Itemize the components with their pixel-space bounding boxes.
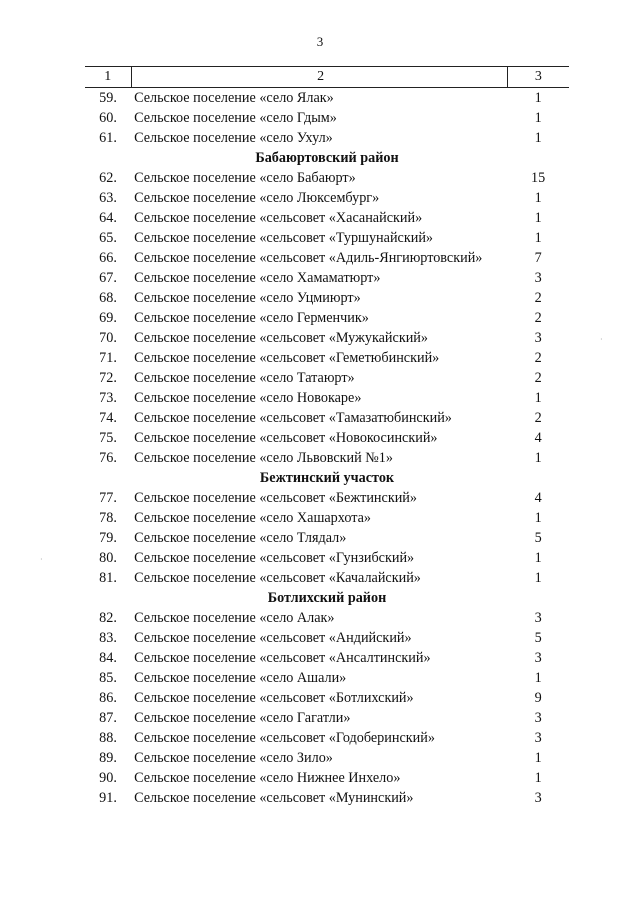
table-row <box>85 228 569 248</box>
row-name: Сельское поселение «село Герменчик» <box>134 310 369 326</box>
row-number: 76. <box>99 450 117 466</box>
row-number: 91. <box>99 790 117 806</box>
row-count: 1 <box>534 770 542 786</box>
table-row <box>85 208 569 228</box>
row-name: Сельское поселение «сельсовет «Гунзибский» <box>134 550 415 566</box>
table-row <box>85 348 569 368</box>
row-name: Сельское поселение «село Ашали» <box>134 670 347 686</box>
table-row <box>85 768 569 788</box>
row-number: 84. <box>99 650 117 666</box>
row-count: 5 <box>534 530 542 546</box>
row-number: 88. <box>99 730 117 746</box>
table-row <box>85 688 569 708</box>
table-row <box>85 128 569 148</box>
row-count: 1 <box>534 190 542 206</box>
table-row <box>85 708 569 728</box>
table-row <box>85 668 569 688</box>
table-row <box>85 528 569 548</box>
row-count: 1 <box>534 90 542 106</box>
row-name: Сельское поселение «село Гдым» <box>134 110 337 126</box>
row-number: 68. <box>99 290 117 306</box>
row-number: 81. <box>99 570 117 586</box>
row-number: 70. <box>99 330 117 346</box>
scan-mark: · <box>600 335 603 344</box>
table-row <box>85 568 569 588</box>
row-name: Сельское поселение «село Хашархота» <box>134 510 372 526</box>
row-name: Сельское поселение «сельсовет «Качалайский» <box>134 570 421 586</box>
row-name: Сельское поселение «село Татаюрт» <box>134 370 355 386</box>
row-count: 1 <box>534 670 542 686</box>
table-body <box>85 88 569 809</box>
table-row <box>85 308 569 328</box>
row-number: 86. <box>99 690 117 706</box>
table-row <box>85 288 569 308</box>
row-name: Сельское поселение «сельсовет «Андийский» <box>134 630 412 646</box>
row-name: Сельское поселение «сельсовет «Хасанайский» <box>134 210 423 226</box>
row-number: 65. <box>99 230 117 246</box>
row-name: Сельское поселение «село Нижнее Инхело» <box>134 770 401 786</box>
table-row <box>85 388 569 408</box>
row-name: Сельское поселение «сельсовет «Ботлихский» <box>134 690 414 706</box>
row-count: 2 <box>534 290 542 306</box>
row-number: 83. <box>99 630 117 646</box>
table-row <box>85 108 569 128</box>
row-number: 79. <box>99 530 117 546</box>
row-count: 2 <box>534 350 542 366</box>
row-number: 71. <box>99 350 117 366</box>
table-row <box>85 728 569 748</box>
row-name: Сельское поселение «село Бабаюрт» <box>134 170 356 186</box>
row-count: 1 <box>534 570 542 586</box>
row-name: Сельское поселение «сельсовет «Адиль-Янгиюртовский» <box>134 250 483 266</box>
row-count: 1 <box>534 110 542 126</box>
settlements-table <box>85 66 569 808</box>
row-name: Сельское поселение «сельсовет «Ансалтинский» <box>134 650 431 666</box>
row-name: Сельское поселение «сельсовет «Бежтинский» <box>134 490 417 506</box>
row-count: 1 <box>534 390 542 406</box>
page-number: 3 <box>316 34 324 49</box>
row-number: 77. <box>99 490 117 506</box>
table-header <box>85 67 569 88</box>
table-row <box>85 508 569 528</box>
row-number: 74. <box>99 410 117 426</box>
row-count: 3 <box>534 730 542 746</box>
table-row <box>85 328 569 348</box>
row-count: 1 <box>534 510 542 526</box>
table-row <box>85 88 569 109</box>
row-count: 2 <box>534 370 542 386</box>
header-col-1: 1 <box>85 67 131 88</box>
row-count: 3 <box>534 650 542 666</box>
row-count: 9 <box>534 690 542 706</box>
row-count: 3 <box>534 710 542 726</box>
section-row <box>85 588 569 608</box>
row-count: 4 <box>534 430 542 446</box>
row-number: 75. <box>99 430 117 446</box>
row-number: 64. <box>99 210 117 226</box>
header-col-3: 3 <box>507 67 569 88</box>
row-count: 3 <box>534 610 542 626</box>
row-name: Сельское поселение «село Уцмиюрт» <box>134 290 361 306</box>
row-count: 1 <box>534 210 542 226</box>
row-name: Сельское поселение «село Хамаматюрт» <box>134 270 381 286</box>
table-row <box>85 788 569 808</box>
scan-mark: · <box>40 555 43 564</box>
row-number: 89. <box>99 750 117 766</box>
row-name: Сельское поселение «сельсовет «Новокосинский» <box>134 430 438 446</box>
table-row <box>85 428 569 448</box>
row-number: 62. <box>99 170 117 186</box>
row-number: 82. <box>99 610 117 626</box>
row-name: Сельское поселение «село Ухул» <box>134 130 333 146</box>
row-name: Сельское поселение «село Алак» <box>134 610 335 626</box>
row-count: 2 <box>534 410 542 426</box>
row-name: Сельское поселение «сельсовет «Туршунайский» <box>134 230 434 246</box>
row-name: Сельское поселение «село Ялак» <box>134 90 334 106</box>
row-count: 1 <box>534 550 542 566</box>
row-count: 1 <box>534 230 542 246</box>
row-count: 1 <box>534 450 542 466</box>
row-count: 3 <box>534 330 542 346</box>
row-name: Сельское поселение «сельсовет «Тамазатюбинский» <box>134 410 452 426</box>
table-row <box>85 168 569 188</box>
row-count: 3 <box>534 270 542 286</box>
table-row <box>85 248 569 268</box>
table-row <box>85 548 569 568</box>
section-title: Бабаюртовский район <box>255 150 399 166</box>
row-number: 73. <box>99 390 117 406</box>
section-row <box>85 148 569 168</box>
row-number: 66. <box>99 250 117 266</box>
table-row <box>85 188 569 208</box>
row-number: 87. <box>99 710 117 726</box>
header-col-2: 2 <box>131 67 507 88</box>
table-row <box>85 608 569 628</box>
row-name: Сельское поселение «село Люксембург» <box>134 190 380 206</box>
table-row <box>85 368 569 388</box>
table-row <box>85 628 569 648</box>
row-number: 60. <box>99 110 117 126</box>
row-name: Сельское поселение «село Тлядал» <box>134 530 347 546</box>
row-count: 7 <box>534 250 542 266</box>
table-row <box>85 748 569 768</box>
row-name: Сельское поселение «сельсовет «Геметюбинский» <box>134 350 440 366</box>
row-number: 61. <box>99 130 117 146</box>
row-number: 78. <box>99 510 117 526</box>
table-row <box>85 448 569 468</box>
section-row <box>85 468 569 488</box>
section-title: Ботлихский район <box>267 590 387 606</box>
table-row <box>85 648 569 668</box>
section-title: Бежтинский участок <box>259 470 395 486</box>
row-number: 85. <box>99 670 117 686</box>
row-name: Сельское поселение «сельсовет «Годоберинский» <box>134 730 435 746</box>
row-name: Сельское поселение «село Гагатли» <box>134 710 351 726</box>
row-count: 3 <box>534 790 542 806</box>
row-name: Сельское поселение «село Новокаре» <box>134 390 362 406</box>
row-count: 1 <box>534 750 542 766</box>
row-number: 69. <box>99 310 117 326</box>
row-number: 59. <box>99 90 117 106</box>
row-count: 15 <box>531 170 546 186</box>
row-name: Сельское поселение «сельсовет «Мунинский» <box>134 790 414 806</box>
table-row <box>85 408 569 428</box>
row-count: 4 <box>534 490 542 506</box>
row-number: 90. <box>99 770 117 786</box>
table-row <box>85 488 569 508</box>
table-row <box>85 268 569 288</box>
row-number: 63. <box>99 190 117 206</box>
header-row <box>85 67 569 88</box>
row-count: 5 <box>534 630 542 646</box>
row-count: 1 <box>534 130 542 146</box>
row-count: 2 <box>534 310 542 326</box>
row-name: Сельское поселение «сельсовет «Мужукайский» <box>134 330 428 346</box>
row-number: 80. <box>99 550 117 566</box>
row-number: 72. <box>99 370 117 386</box>
row-name: Сельское поселение «село Львовский №1» <box>134 450 393 466</box>
row-name: Сельское поселение «село Зило» <box>134 750 333 766</box>
row-number: 67. <box>99 270 117 286</box>
